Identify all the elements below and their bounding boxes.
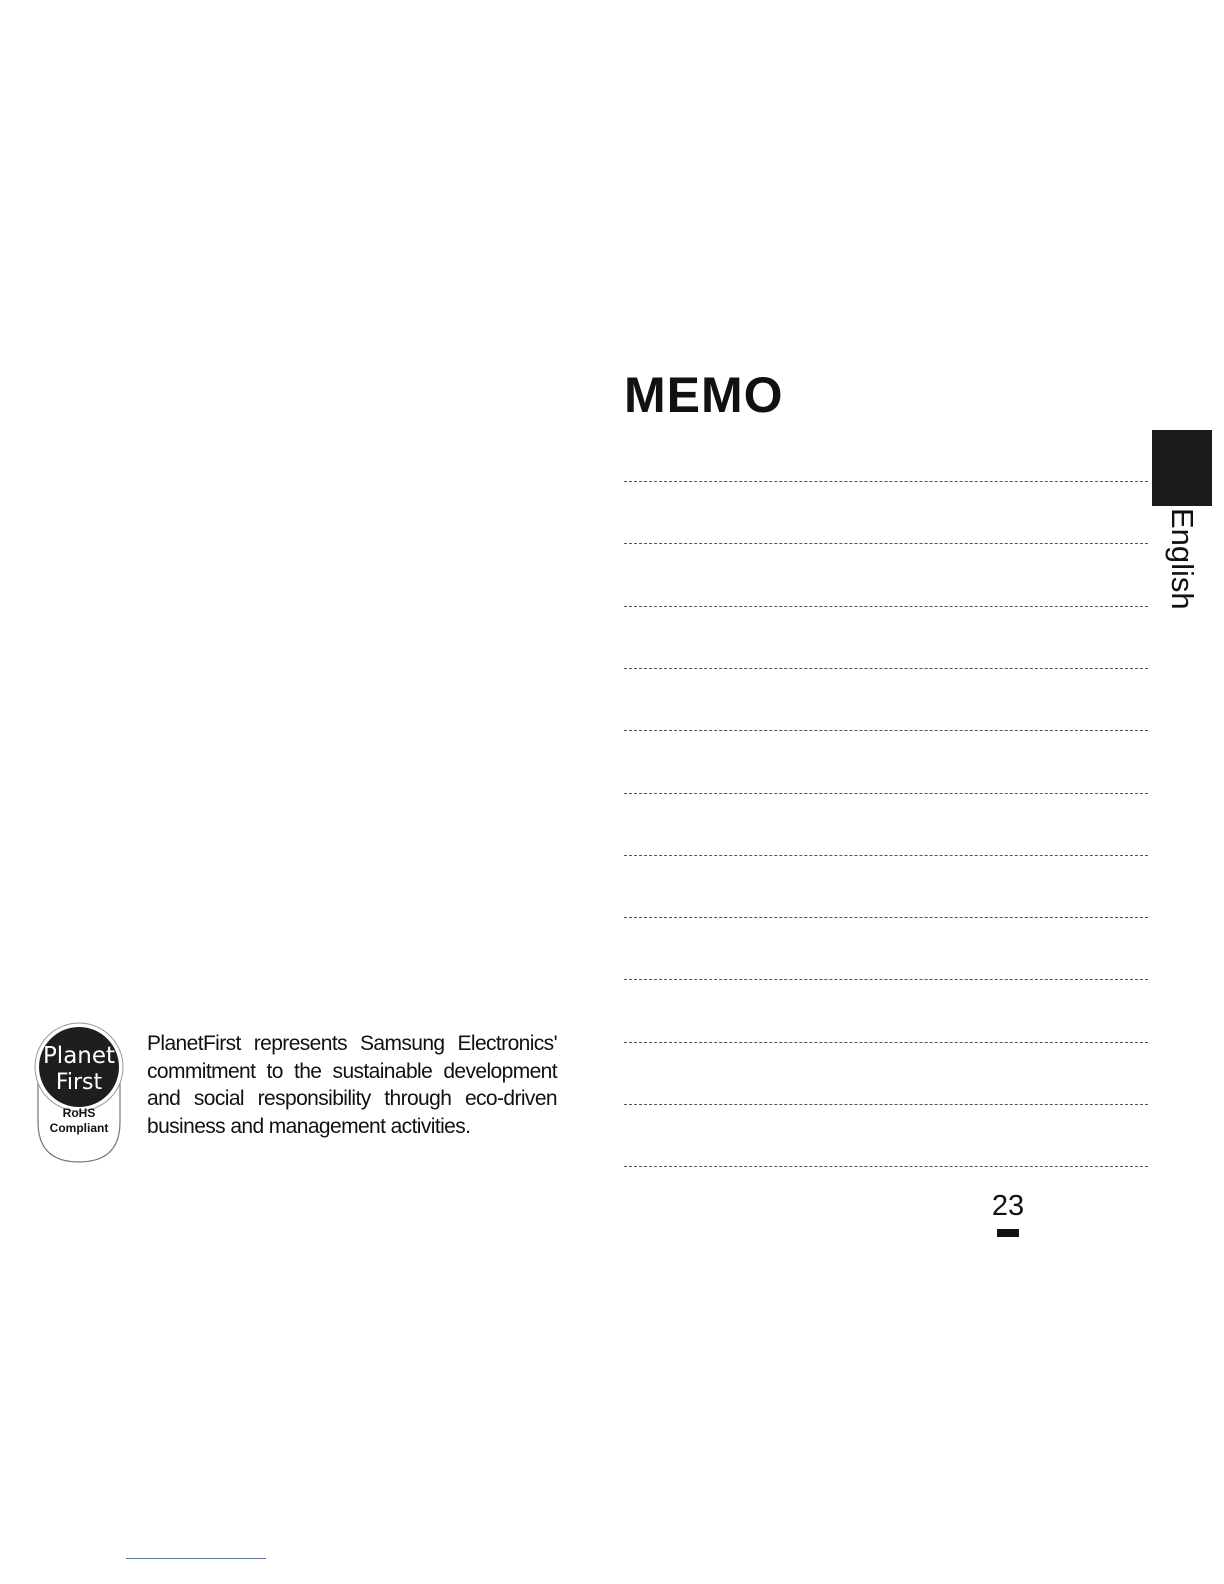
memo-line [624, 606, 1148, 607]
badge-text-rohs: RoHS [62, 1106, 96, 1120]
footer-rule [126, 1558, 266, 1559]
language-tab-label: English [1165, 508, 1200, 610]
memo-line [624, 793, 1148, 794]
memo-line [624, 979, 1148, 980]
page-number: 23 [991, 1190, 1025, 1222]
memo-line [624, 481, 1148, 482]
memo-title: MEMO [624, 367, 784, 423]
planet-first-description: PlanetFirst represents Samsung Electronics' commitment to the sustainable development and social responsibility through eco-driven business and management activities. [147, 1032, 557, 1138]
memo-line [624, 1042, 1148, 1043]
planet-first-logo [34, 1022, 124, 1164]
memo-line [624, 1166, 1148, 1167]
badge-text-compliant: Compliant [49, 1121, 109, 1135]
memo-line [624, 668, 1148, 669]
memo-line [624, 855, 1148, 856]
memo-lines [624, 0, 1148, 1200]
page-number-marker [997, 1229, 1019, 1237]
planet-first-logo-icon [34, 1022, 124, 1164]
logo-text-first: First [55, 1070, 103, 1095]
logo-text-planet: Planet [42, 1043, 116, 1069]
language-tab-marker [1152, 430, 1212, 506]
memo-line [624, 917, 1148, 918]
memo-line [624, 730, 1148, 731]
memo-line [624, 543, 1148, 544]
memo-line [624, 1104, 1148, 1105]
